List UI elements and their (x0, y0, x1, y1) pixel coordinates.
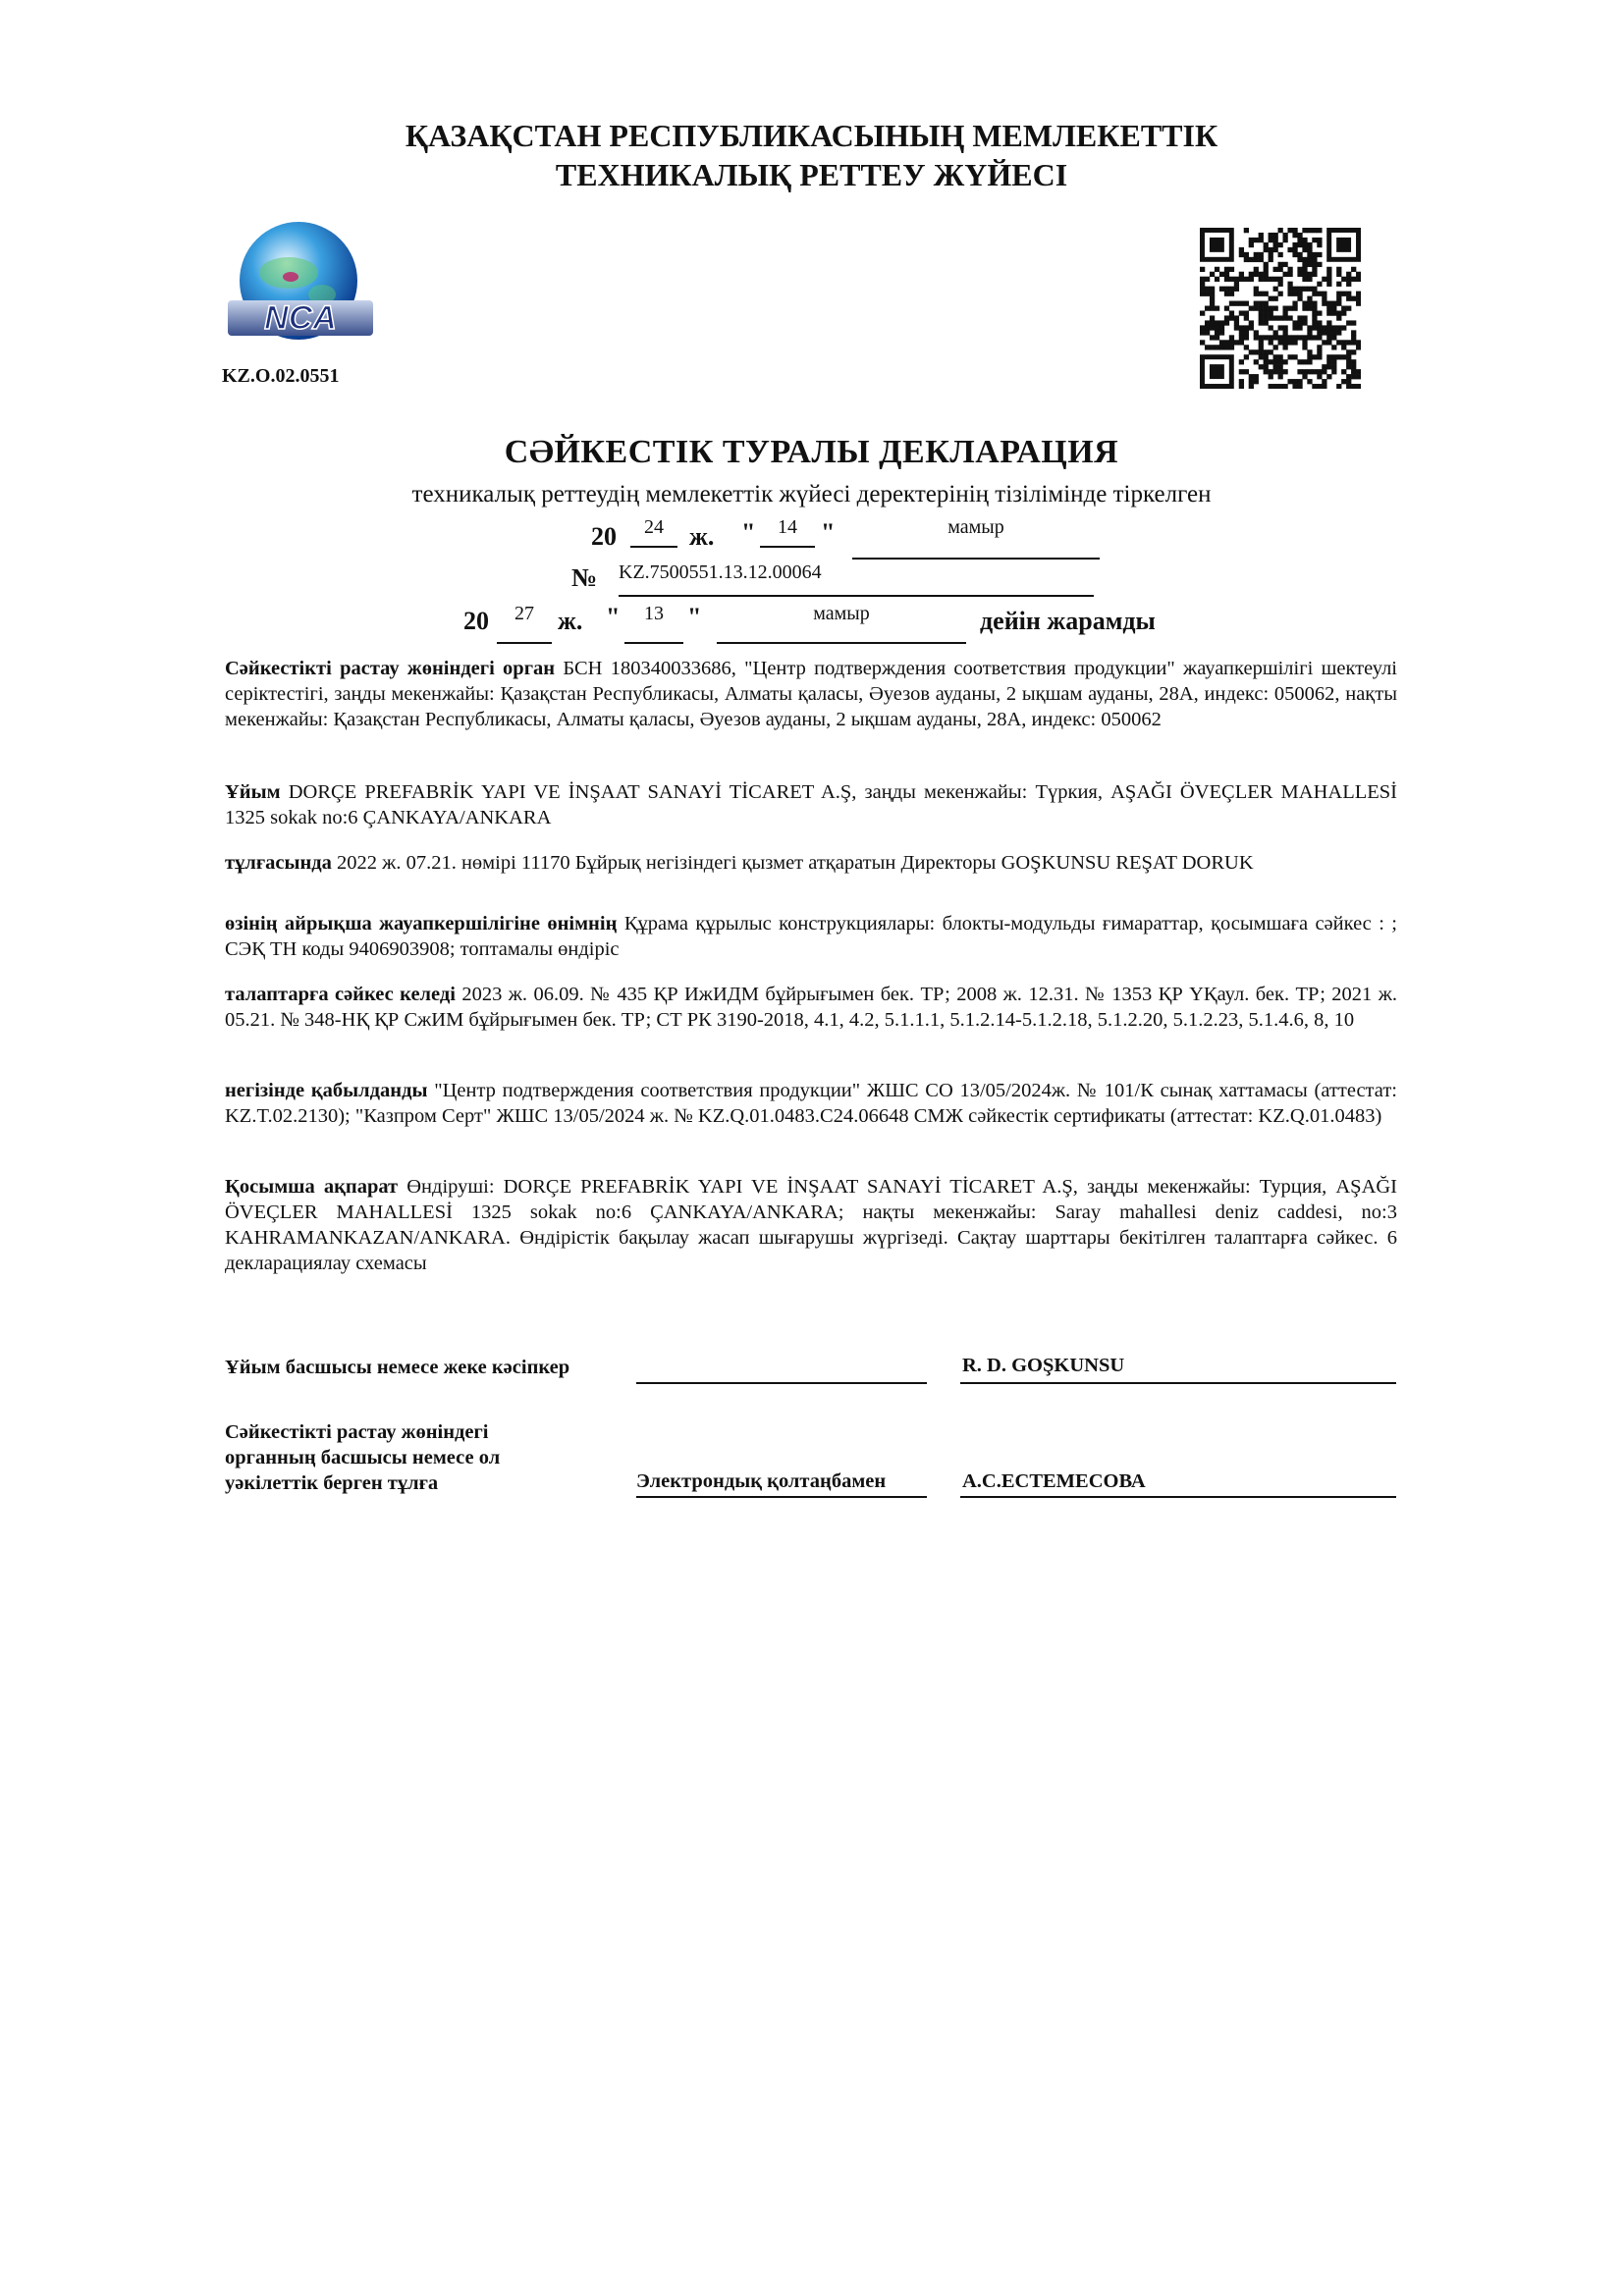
nca-logo (220, 216, 381, 363)
reg-year-suffix: ж. (689, 522, 715, 551)
section-product (225, 911, 1397, 962)
section-label: негізінде қабылданды (225, 1080, 428, 1101)
document-subtitle: техникалық реттеудің мемлекеттік жүйесі деректерінің тізілімінде тіркелген (411, 481, 1212, 507)
reg-year: 24 (630, 516, 677, 548)
section-organization (225, 779, 1397, 830)
logo-text: NCA (264, 299, 337, 337)
valid-year-suffix: ж. (558, 607, 583, 635)
section-label: Ұйым (225, 781, 281, 803)
valid-suffix: дейін жарамды (980, 607, 1156, 635)
valid-close-quote: " (687, 603, 702, 631)
section-requirements (225, 982, 1397, 1033)
section-text: БСН 180340033686, "Центр подтверждения соответствия продукции" жауапкершілігі шектеулі серіктестігі, заңды мекенжайы: Қазақстан Республикасы, Алматы қаласы, Әуезов ауданы, 2 ықшам ауданы, 28А, индекс: 050062, нақты мекенжайы: Қазақстан Республикасы, Алматы қаласы, Әуезов ауданы, 2 ықшам ауданы, 28А, индекс: 050062 (225, 658, 1398, 730)
qr-code (1200, 228, 1361, 389)
section-label: өзінің айрықша жауапкершілігіне өнімнің (225, 913, 618, 934)
sig-authority-label-1: Сәйкестікті растау жөніндегі (225, 1421, 489, 1443)
reg-number: KZ.7500551.13.12.00064 (619, 561, 1094, 597)
valid-year: 27 (497, 603, 552, 644)
reg-century: 20 (591, 522, 617, 551)
section-text: "Центр подтверждения соответствия продукции" ЖШС СО 13/05/2024ж. № 101/К сынақ хаттамасы (аттестат: KZ.T.02.2130); "Казпром Серт" ЖШС 13/05/2024 ж. № KZ.Q.01.0483.C24.06648 СМЖ сәйкестік сертификаты (аттестат: KZ.Q.01.0483) (225, 1080, 1397, 1127)
logo-code: KZ.O.02.0551 (222, 365, 340, 387)
section-text: Құрама құрылыс конструкциялары: блокты-модульды ғимараттар, қосымшаға сәйкес : ; СЭҚ ТН коды 9406903908; топтамалы өндіріс (225, 913, 1398, 960)
section-basis (225, 1078, 1397, 1129)
sig-authority-signature: Электрондық қолтаңбамен (636, 1470, 887, 1492)
sig-authority-signature-line (636, 1496, 927, 1498)
valid-day: 13 (624, 603, 683, 644)
section-text: 2022 ж. 07.21. нөмірі 11170 Бұйрық негізіндегі қызмет атқаратын Директоры GOŞKUNSU REŞAT DORUK (337, 852, 1254, 874)
section-text: DORÇE PREFABRİK YAPI VE İNŞAAT SANAYİ TİCARET A.Ş, заңды мекенжайы: Түркия, AŞAĞI ÖVEÇLER MAHALLESİ 1325 sokak no:6 ÇANKAYA/ANKARA (225, 781, 1397, 828)
sig-head-signature-line (636, 1382, 927, 1384)
sig-authority-label-2: органның басшысы немесе ол (225, 1447, 501, 1468)
section-represented-by (225, 850, 1397, 876)
reg-number-label: № (571, 563, 598, 592)
section-text: Өндіруші: DORÇE PREFABRİK YAPI VE İNŞAAT SANAYİ TİCARET A.Ş, заңды мекенжайы: Турция, AŞAĞI ÖVEÇLER MAHALLESİ 1325 sokak no:6 ÇANKAYA/ANKARA; нақты мекенжайы: Saray mahallesi deniz caddesi, no:3 KAHRAMANKAZAN/ANKARA. Өндірістік бақылау жасап шығарушы жүргізеді. Сақтау шарттары бекітілген талаптарға сәйкес. 6 декларациялау схемасы (225, 1176, 1398, 1274)
section-text: 2023 ж. 06.09. № 435 ҚР ИжИДМ бұйрығымен бек. ТР; 2008 ж. 12.31. № 1353 ҚР ҮҚаул. бек. ТР; 2021 ж. 05.21. № 348-НҚ ҚР СжИМ бұйрығымен бек. ТР; СТ РК 3190-2018, 4.1, 4.2, 5.1.1.1, 5.1.2.14-5.1.2.18, 5.1.2.20, 5.1.2.23, 5.1.4.6, 8, 10 (225, 984, 1397, 1031)
sig-authority-name-line (960, 1496, 1396, 1498)
section-label: тұлғасында (225, 852, 332, 874)
reg-month: мамыр (852, 516, 1100, 560)
section-label: талаптарға сәйкес келеді (225, 984, 456, 1005)
reg-close-quote: " (821, 518, 836, 547)
section-label: Қосымша ақпарат (225, 1176, 399, 1198)
reg-day: 14 (760, 516, 815, 548)
document-title: СӘЙКЕСТІК ТУРАЛЫ ДЕКЛАРАЦИЯ (504, 434, 1119, 470)
sig-authority-name: А.С.ЕСТЕМЕСОВА (962, 1470, 1146, 1492)
sig-head-label: Ұйым басшысы немесе жеке кәсіпкер (225, 1357, 570, 1378)
sig-head-name-line (960, 1382, 1396, 1384)
section-certification-body (225, 656, 1397, 732)
header-line-1: ҚАЗАҚСТАН РЕСПУБЛИКАСЫНЫҢ МЕМЛЕКЕТТІК (405, 118, 1218, 153)
valid-century: 20 (463, 607, 489, 635)
section-label: Сәйкестікті растау жөніндегі орган (225, 658, 556, 679)
valid-month: мамыр (717, 603, 966, 644)
sig-head-name: R. D. GOŞKUNSU (962, 1355, 1125, 1376)
valid-open-quote: " (606, 603, 621, 631)
header-line-2: ТЕХНИКАЛЫҚ РЕТТЕУ ЖҮЙЕСІ (555, 157, 1068, 192)
sig-authority-label-3: уәкілеттік берген тұлға (225, 1472, 439, 1494)
section-additional-info (225, 1174, 1397, 1276)
reg-open-quote: " (741, 518, 756, 547)
